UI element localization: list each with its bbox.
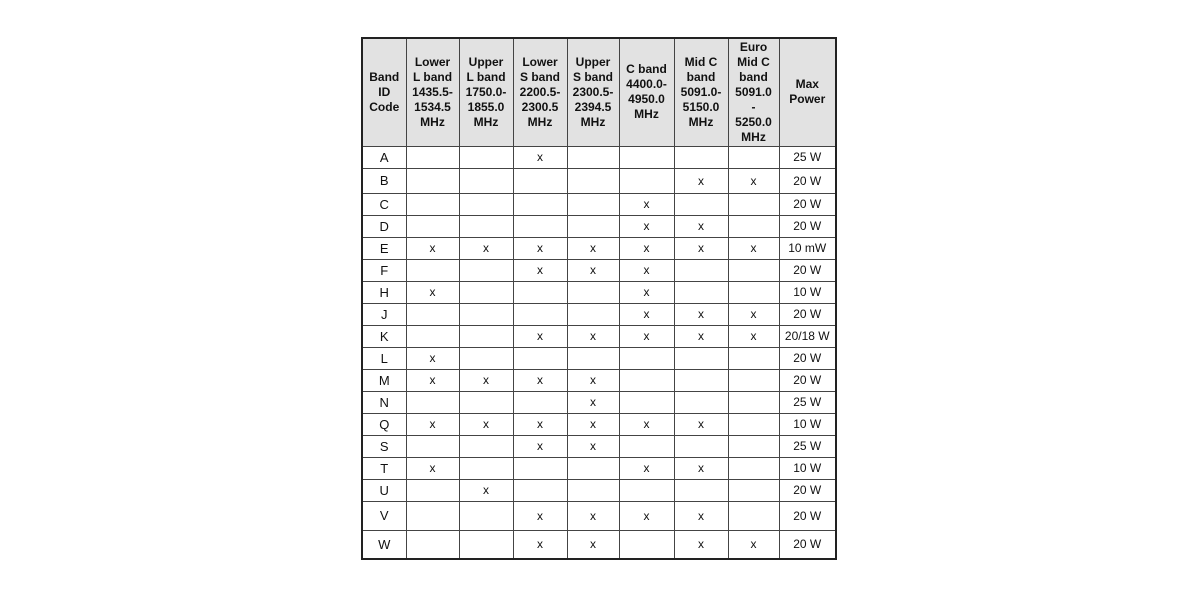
band-mark-cell — [459, 501, 513, 530]
table-row — [362, 325, 836, 347]
band-mark-cell — [459, 530, 513, 559]
band-mark-cell — [459, 457, 513, 479]
band-mark-cell: x — [406, 369, 459, 391]
band-code-cell: J — [362, 303, 406, 325]
max-power-cell: 20 W — [779, 168, 836, 193]
band-code-cell: C — [362, 193, 406, 215]
band-mark-cell — [459, 259, 513, 281]
band-code-cell: V — [362, 501, 406, 530]
band-mark-cell: x — [513, 259, 567, 281]
band-code-cell: S — [362, 435, 406, 457]
band-mark-cell — [513, 281, 567, 303]
band-code-cell: E — [362, 237, 406, 259]
band-mark-cell — [619, 168, 674, 193]
band-mark-cell: x — [513, 530, 567, 559]
band-mark-cell — [728, 146, 779, 168]
header-mid-c-band: Mid C band 5091.0- 5150.0 MHz — [674, 38, 728, 146]
band-mark-cell — [459, 303, 513, 325]
table-row — [362, 413, 836, 435]
band-mark-cell — [567, 281, 619, 303]
band-mark-cell — [406, 168, 459, 193]
band-mark-cell — [674, 146, 728, 168]
max-power-cell: 20 W — [779, 259, 836, 281]
band-code-cell: D — [362, 215, 406, 237]
band-mark-cell — [728, 347, 779, 369]
max-power-cell: 10 W — [779, 457, 836, 479]
band-mark-cell — [619, 391, 674, 413]
band-mark-cell: x — [459, 237, 513, 259]
band-mark-cell: x — [567, 413, 619, 435]
band-mark-cell: x — [674, 215, 728, 237]
band-mark-cell — [728, 369, 779, 391]
header-upper-s-band: Upper S band 2300.5- 2394.5 MHz — [567, 38, 619, 146]
header-upper-l-band: Upper L band 1750.0- 1855.0 MHz — [459, 38, 513, 146]
band-mark-cell — [674, 193, 728, 215]
band-mark-cell: x — [513, 369, 567, 391]
band-mark-cell — [728, 501, 779, 530]
table-row — [362, 237, 836, 259]
band-mark-cell: x — [567, 501, 619, 530]
band-mark-cell: x — [619, 303, 674, 325]
band-mark-cell: x — [459, 369, 513, 391]
band-mark-cell — [513, 215, 567, 237]
band-mark-cell — [459, 391, 513, 413]
band-mark-cell — [513, 303, 567, 325]
band-mark-cell — [406, 391, 459, 413]
band-mark-cell — [406, 193, 459, 215]
band-mark-cell — [567, 479, 619, 501]
band-mark-cell — [674, 281, 728, 303]
band-mark-cell — [406, 479, 459, 501]
band-mark-cell: x — [619, 259, 674, 281]
band-mark-cell: x — [728, 168, 779, 193]
band-mark-cell: x — [513, 146, 567, 168]
table-row — [362, 168, 836, 193]
band-mark-cell: x — [567, 435, 619, 457]
band-code-cell: Q — [362, 413, 406, 435]
max-power-cell: 20 W — [779, 215, 836, 237]
max-power-cell: 20 W — [779, 193, 836, 215]
max-power-cell: 25 W — [779, 146, 836, 168]
max-power-cell: 10 W — [779, 413, 836, 435]
band-mark-cell: x — [674, 413, 728, 435]
band-mark-cell — [567, 146, 619, 168]
band-mark-cell — [406, 259, 459, 281]
band-mark-cell — [674, 391, 728, 413]
band-mark-cell — [459, 281, 513, 303]
band-mark-cell — [619, 435, 674, 457]
table-row — [362, 479, 836, 501]
table-header-row — [362, 38, 836, 146]
band-mark-cell: x — [459, 413, 513, 435]
band-mark-cell — [406, 303, 459, 325]
band-mark-cell — [459, 193, 513, 215]
band-mark-cell: x — [567, 530, 619, 559]
band-mark-cell: x — [567, 325, 619, 347]
band-code-cell: H — [362, 281, 406, 303]
table-body — [362, 146, 836, 559]
max-power-cell: 20 W — [779, 303, 836, 325]
band-mark-cell — [459, 435, 513, 457]
band-mark-cell — [406, 215, 459, 237]
band-code-cell: K — [362, 325, 406, 347]
max-power-cell: 10 mW — [779, 237, 836, 259]
band-code-cell: B — [362, 168, 406, 193]
table-row — [362, 303, 836, 325]
band-mark-cell — [728, 193, 779, 215]
band-code-cell: U — [362, 479, 406, 501]
band-mark-cell: x — [674, 303, 728, 325]
table-row — [362, 281, 836, 303]
band-mark-cell: x — [513, 501, 567, 530]
max-power-cell: 25 W — [779, 391, 836, 413]
band-mark-cell — [567, 168, 619, 193]
band-mark-cell — [406, 146, 459, 168]
table-row — [362, 530, 836, 559]
band-mark-cell — [728, 479, 779, 501]
band-code-cell: N — [362, 391, 406, 413]
band-mark-cell — [459, 325, 513, 347]
band-mark-cell: x — [619, 193, 674, 215]
band-mark-cell — [567, 347, 619, 369]
band-mark-cell — [728, 457, 779, 479]
band-mark-cell — [459, 168, 513, 193]
band-mark-cell: x — [619, 215, 674, 237]
band-mark-cell — [674, 259, 728, 281]
band-mark-cell: x — [674, 457, 728, 479]
max-power-cell: 20 W — [779, 501, 836, 530]
band-code-cell: L — [362, 347, 406, 369]
header-c-band: C band 4400.0- 4950.0 MHz — [619, 38, 674, 146]
band-mark-cell — [513, 193, 567, 215]
band-mark-cell — [513, 391, 567, 413]
band-mark-cell — [406, 530, 459, 559]
band-mark-cell — [459, 146, 513, 168]
band-mark-cell — [406, 325, 459, 347]
band-mark-cell: x — [513, 237, 567, 259]
band-mark-cell: x — [619, 281, 674, 303]
band-mark-cell: x — [728, 325, 779, 347]
header-band-id-code: Band ID Code — [362, 38, 406, 146]
band-table — [361, 37, 837, 560]
band-mark-cell: x — [406, 237, 459, 259]
band-mark-cell — [674, 347, 728, 369]
table-row — [362, 435, 836, 457]
band-mark-cell: x — [619, 413, 674, 435]
band-mark-cell — [728, 215, 779, 237]
table-row — [362, 146, 836, 168]
band-mark-cell: x — [567, 391, 619, 413]
band-mark-cell — [513, 347, 567, 369]
band-mark-cell: x — [619, 325, 674, 347]
band-mark-cell — [728, 391, 779, 413]
band-mark-cell: x — [406, 281, 459, 303]
max-power-cell: 10 W — [779, 281, 836, 303]
band-mark-cell — [619, 369, 674, 391]
max-power-cell: 20 W — [779, 479, 836, 501]
band-mark-cell: x — [567, 369, 619, 391]
band-mark-cell — [619, 146, 674, 168]
table-row — [362, 391, 836, 413]
max-power-cell: 25 W — [779, 435, 836, 457]
header-lower-s-band: Lower S band 2200.5- 2300.5 MHz — [513, 38, 567, 146]
band-mark-cell — [513, 479, 567, 501]
band-code-cell: F — [362, 259, 406, 281]
band-mark-cell — [619, 479, 674, 501]
band-mark-cell: x — [728, 303, 779, 325]
band-mark-cell — [728, 281, 779, 303]
max-power-cell: 20 W — [779, 347, 836, 369]
max-power-cell: 20/18 W — [779, 325, 836, 347]
band-mark-cell — [406, 435, 459, 457]
table-row — [362, 369, 836, 391]
band-mark-cell — [674, 479, 728, 501]
band-code-cell: M — [362, 369, 406, 391]
band-mark-cell: x — [567, 259, 619, 281]
band-mark-cell — [567, 193, 619, 215]
band-mark-cell — [619, 347, 674, 369]
band-mark-cell: x — [406, 457, 459, 479]
band-mark-cell: x — [619, 501, 674, 530]
table-row — [362, 259, 836, 281]
band-mark-cell — [567, 457, 619, 479]
header-lower-l-band: Lower L band 1435.5- 1534.5 MHz — [406, 38, 459, 146]
band-mark-cell — [513, 457, 567, 479]
band-mark-cell: x — [619, 457, 674, 479]
table-row — [362, 347, 836, 369]
table-row — [362, 193, 836, 215]
band-code-cell: A — [362, 146, 406, 168]
band-mark-cell: x — [406, 347, 459, 369]
band-mark-cell — [674, 435, 728, 457]
header-euro-mid-c-band: Euro Mid C band 5091.0 - 5250.0 MHz — [728, 38, 779, 146]
band-mark-cell: x — [674, 325, 728, 347]
band-mark-cell: x — [513, 325, 567, 347]
band-mark-cell: x — [728, 237, 779, 259]
band-code-cell: W — [362, 530, 406, 559]
table-row — [362, 501, 836, 530]
band-mark-cell — [406, 501, 459, 530]
band-mark-cell — [513, 168, 567, 193]
band-mark-cell: x — [674, 501, 728, 530]
max-power-cell: 20 W — [779, 530, 836, 559]
band-mark-cell: x — [619, 237, 674, 259]
band-mark-cell: x — [513, 435, 567, 457]
band-mark-cell — [728, 435, 779, 457]
band-mark-cell — [619, 530, 674, 559]
band-mark-cell: x — [513, 413, 567, 435]
band-mark-cell — [459, 347, 513, 369]
band-mark-cell: x — [674, 237, 728, 259]
band-mark-cell — [728, 259, 779, 281]
band-mark-cell: x — [459, 479, 513, 501]
band-mark-cell — [567, 215, 619, 237]
band-mark-cell — [567, 303, 619, 325]
band-mark-cell: x — [567, 237, 619, 259]
band-mark-cell: x — [674, 530, 728, 559]
max-power-cell: 20 W — [779, 369, 836, 391]
band-mark-cell: x — [674, 168, 728, 193]
table-row — [362, 215, 836, 237]
band-mark-cell — [728, 413, 779, 435]
band-mark-cell — [459, 215, 513, 237]
band-mark-cell — [674, 369, 728, 391]
band-mark-cell: x — [406, 413, 459, 435]
header-max-power: Max Power — [779, 38, 836, 146]
band-code-cell: T — [362, 457, 406, 479]
band-mark-cell: x — [728, 530, 779, 559]
table-row — [362, 457, 836, 479]
